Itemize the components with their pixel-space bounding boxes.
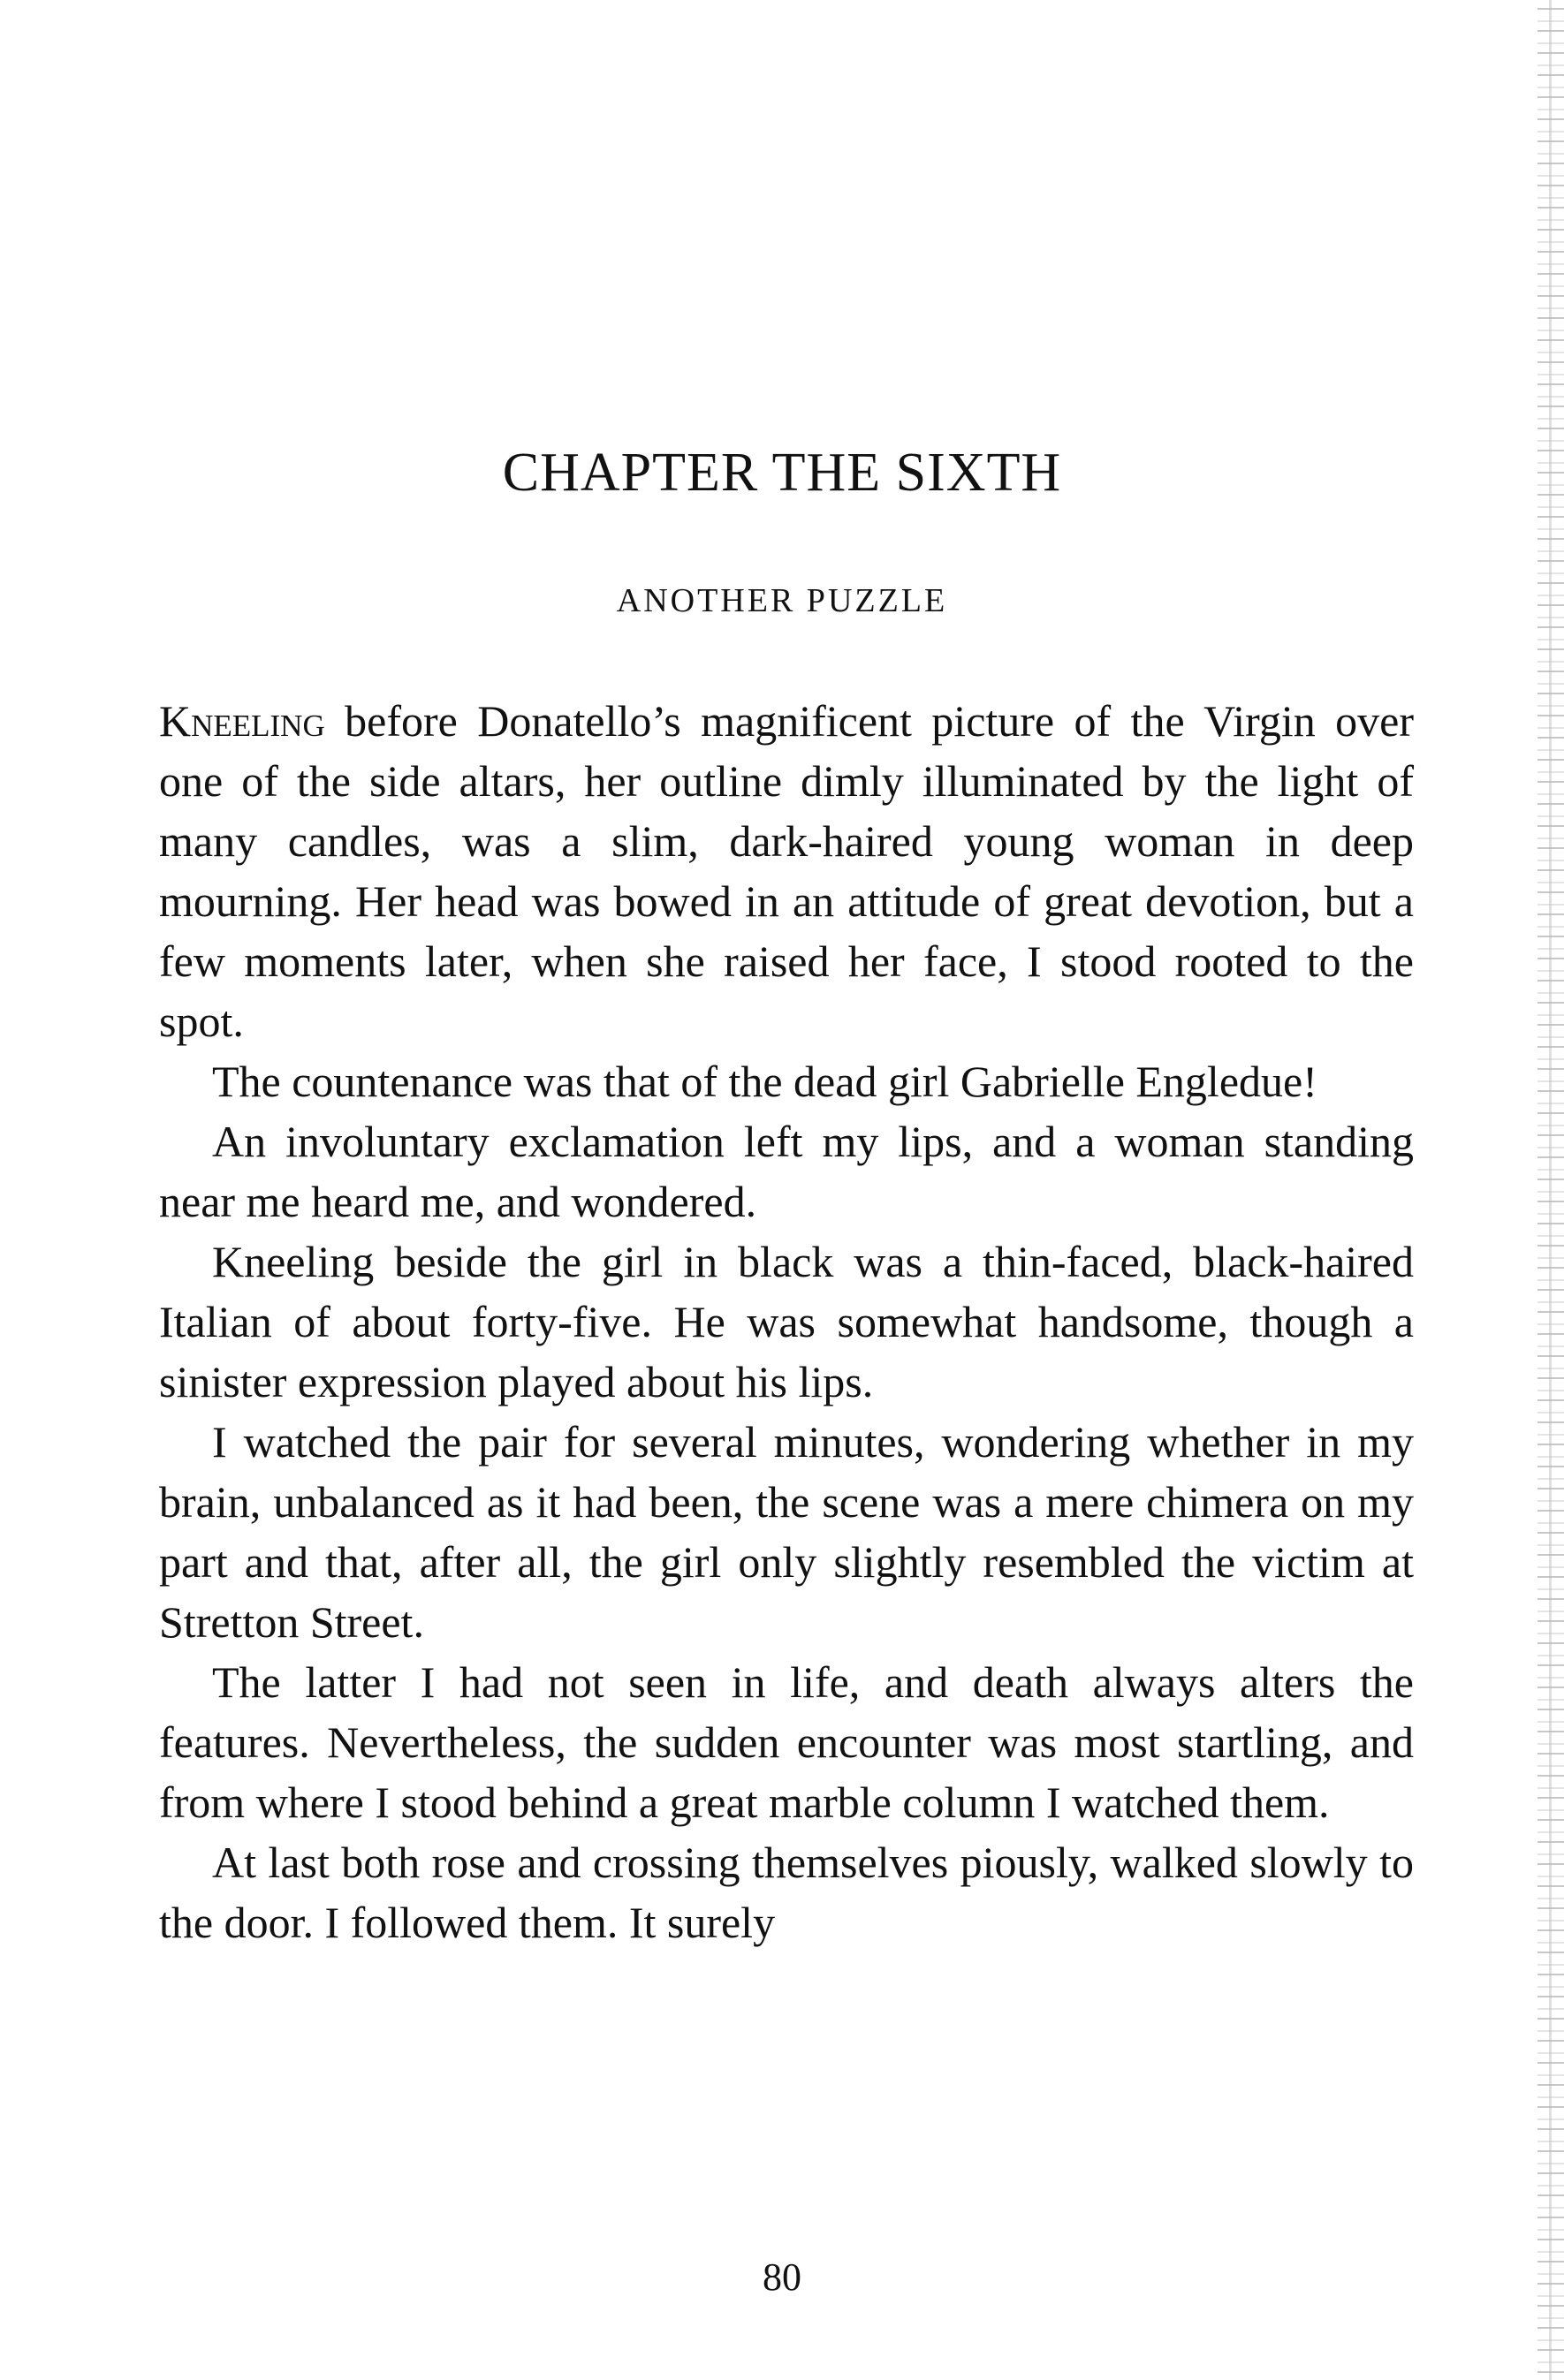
paragraph: The latter I had not seen in life, and death always alters the features. Nevertheless, the sudden encounter was most startling, and from where I stood behind a great marble column I watched them. — [159, 1657, 1414, 1827]
paragraph: Kneeling beside the girl in black was a thin-faced, black-haired Italian of about forty-five. He was somewhat handsome, though a sinister expression played about his lips. — [159, 1237, 1414, 1406]
paragraph-text: before Donatello’s magnificent picture of the Virgin over one of the side altars, her outline dimly illuminated by the light of many candles, was a slim, dark-haired young woman in deep mourning. Her head was bowed in an attitude of great devotion, but a few moments later, when she raised her face, I stood rooted to the spot. — [159, 696, 1414, 1046]
chapter-title: CHAPTER THE SIXTH — [502, 443, 1062, 503]
paragraph — [159, 691, 1414, 1051]
page-number: 80 — [763, 2255, 801, 2299]
page-edge-line — [1549, 0, 1552, 2380]
paragraph: I watched the pair for several minutes, wondering whether in my brain, unbalanced as it had been, the scene was a mere chimera on my part and that, after all, the girl only slightly resembled the victim at Stretton Street. — [159, 1417, 1414, 1647]
drop-lead-word: Kneeling — [159, 696, 325, 746]
chapter-subtitle: ANOTHER PUZZLE — [616, 582, 948, 619]
paragraph: The countenance was that of the dead girl Gabrielle Engledue! — [212, 1057, 1317, 1106]
paragraph: An involuntary exclamation left my lips, and a woman standing near me heard me, and wondered. — [159, 1117, 1414, 1226]
chapter-body — [159, 691, 1414, 1952]
paragraph: At last both rose and crossing themselves piously, walked slowly to the door. I followed them. It surely — [159, 1838, 1414, 1947]
